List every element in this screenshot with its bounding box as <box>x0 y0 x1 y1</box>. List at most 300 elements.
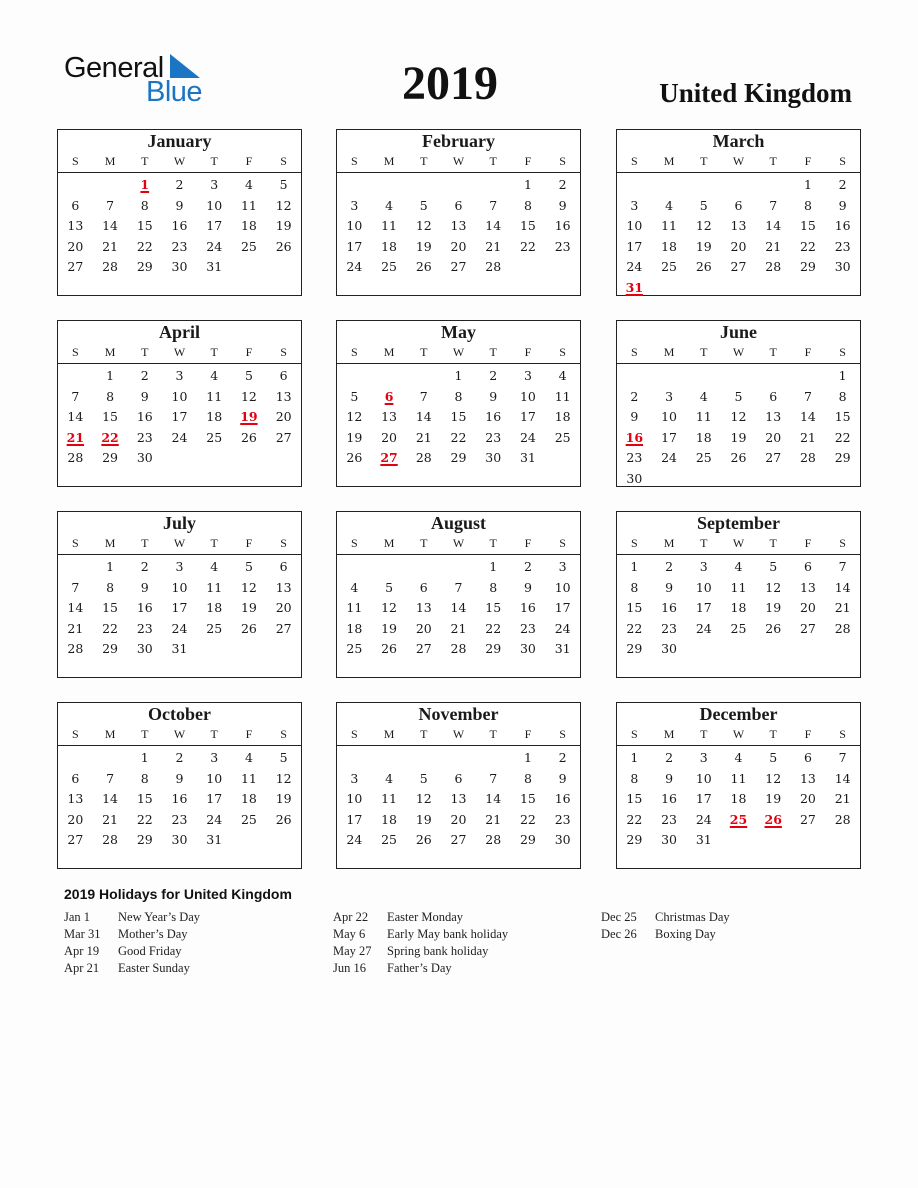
weekday-label: T <box>489 345 497 359</box>
weekday-label: W <box>173 154 186 168</box>
day-cell: 11 <box>346 600 363 616</box>
day-cell: 1 <box>106 559 115 574</box>
day-cell: 28 <box>102 259 119 275</box>
day-cell: 24 <box>626 259 643 275</box>
weekday-label: M <box>104 727 116 741</box>
day-grid <box>617 555 860 659</box>
day-cell: 4 <box>734 559 743 574</box>
weekday-header <box>617 533 860 555</box>
day-cell: 11 <box>206 579 223 595</box>
day-cell: 30 <box>485 450 502 466</box>
weekday-label: T <box>210 154 218 168</box>
day-cell: 9 <box>175 770 184 786</box>
day-cell: 14 <box>67 409 84 425</box>
weekday-label: T <box>420 536 428 550</box>
day-cell: 16 <box>136 409 153 425</box>
day-cell: 17 <box>206 791 223 807</box>
day-cell: 8 <box>630 770 639 786</box>
day-cell: 31 <box>206 832 223 848</box>
day-cell: 25 <box>695 450 712 466</box>
weekday-label: S <box>72 727 79 741</box>
day-cell: 9 <box>140 388 149 404</box>
day-cell: 18 <box>240 218 257 234</box>
day-cell: 5 <box>419 770 428 786</box>
day-cell: 2 <box>665 750 674 765</box>
holiday-date: May 6 <box>333 927 366 941</box>
weekday-label: S <box>351 536 358 550</box>
day-cell: 16 <box>171 791 188 807</box>
day-cell: 20 <box>275 600 292 616</box>
day-cell: 22 <box>485 620 502 636</box>
month-title: March <box>712 131 765 151</box>
day-cell: 16 <box>554 218 571 234</box>
day-cell: 19 <box>765 791 782 807</box>
day-cell: 30 <box>136 641 153 657</box>
day-cell: 5 <box>769 750 778 765</box>
day-cell: 27 <box>730 259 747 275</box>
empty-cell <box>441 556 476 577</box>
day-grid <box>337 746 580 850</box>
day-cell: 15 <box>136 791 153 807</box>
month-title: April <box>158 322 200 342</box>
holiday-date: Jun 16 <box>333 961 366 975</box>
day-cell: 21 <box>415 429 432 445</box>
weekday-header <box>617 342 860 364</box>
weekday-label: F <box>804 727 812 741</box>
day-cell: 4 <box>350 579 359 595</box>
day-cell: 3 <box>175 559 184 574</box>
weekday-label: F <box>804 154 812 168</box>
day-cell: 26 <box>415 832 432 848</box>
day-cell: 11 <box>661 218 678 234</box>
day-cell: 10 <box>519 388 536 404</box>
day-cell: 21 <box>834 791 851 807</box>
weekday-label: S <box>559 536 566 550</box>
day-cell: 9 <box>558 197 567 213</box>
day-cell: 4 <box>699 388 708 404</box>
weekday-label: M <box>104 345 116 359</box>
weekday-label: T <box>141 536 149 550</box>
day-cell: 20 <box>381 429 398 445</box>
weekday-label: F <box>245 345 253 359</box>
day-cell: 17 <box>626 238 643 254</box>
day-cell: 6 <box>419 579 428 595</box>
day-cell: 2 <box>140 368 149 383</box>
empty-cell <box>58 365 93 386</box>
day-cell: 5 <box>244 368 253 383</box>
day-cell: 21 <box>485 811 502 827</box>
day-cell: 26 <box>695 259 712 275</box>
day-cell: 11 <box>240 197 257 213</box>
day-cell: 4 <box>244 750 253 765</box>
empty-cell <box>93 747 128 768</box>
holiday-item <box>333 943 508 960</box>
day-cell: 2 <box>665 559 674 574</box>
day-cell: 15 <box>102 600 119 616</box>
day-cell: 3 <box>699 750 708 765</box>
weekday-label: F <box>245 154 253 168</box>
day-cell: 4 <box>244 177 253 192</box>
day-cell: 11 <box>730 579 747 595</box>
day-cell: 6 <box>734 197 743 213</box>
day-cell: 20 <box>450 811 467 827</box>
empty-cell <box>686 174 721 195</box>
day-cell: 1 <box>630 750 639 765</box>
day-cell: 11 <box>206 388 223 404</box>
empty-cell <box>441 174 476 195</box>
day-cell: 18 <box>661 238 678 254</box>
holiday-name: Father’s Day <box>387 961 452 975</box>
day-cell: 25 <box>346 641 363 657</box>
day-cell: 29 <box>834 450 851 466</box>
day-cell: 29 <box>626 641 643 657</box>
day-cell: 24 <box>206 811 223 827</box>
day-cell: 15 <box>519 218 536 234</box>
weekday-header <box>617 151 860 173</box>
month-february <box>336 129 581 296</box>
day-cell: 24 <box>695 620 712 636</box>
day-cell: 27 <box>415 641 432 657</box>
day-cell: 2 <box>838 177 847 192</box>
day-cell: 27 <box>450 832 467 848</box>
weekday-label: T <box>769 727 777 741</box>
day-cell: 24 <box>519 429 536 445</box>
day-cell: 23 <box>136 429 153 445</box>
day-cell: 4 <box>734 750 743 765</box>
holiday-item <box>64 926 200 943</box>
day-cell: 22 <box>834 429 851 445</box>
day-cell: 14 <box>67 600 84 616</box>
day-cell: 13 <box>275 579 292 595</box>
month-title: May <box>441 322 476 342</box>
weekday-label: S <box>280 154 287 168</box>
day-cell: 12 <box>765 770 782 786</box>
day-grid <box>617 364 860 489</box>
weekday-label: S <box>280 727 287 741</box>
weekday-label: T <box>489 154 497 168</box>
day-cell: 2 <box>489 368 498 383</box>
holiday-name: Easter Monday <box>387 910 464 924</box>
day-cell: 2 <box>140 559 149 574</box>
day-cell: 13 <box>450 218 467 234</box>
day-cell: 29 <box>799 259 816 275</box>
day-cell: 9 <box>665 579 674 595</box>
month-title: November <box>418 704 499 724</box>
day-cell: 3 <box>210 750 219 765</box>
day-cell: 28 <box>765 259 782 275</box>
day-cell: 29 <box>102 450 119 466</box>
day-cell: 8 <box>106 388 115 404</box>
day-cell: 28 <box>834 620 851 636</box>
day-grid <box>337 555 580 659</box>
day-cell: 20 <box>275 409 292 425</box>
day-cell: 13 <box>765 409 782 425</box>
weekday-label: W <box>173 727 186 741</box>
day-cell: 4 <box>665 197 674 213</box>
day-cell: 21 <box>834 600 851 616</box>
weekday-label: W <box>732 154 745 168</box>
weekday-label: T <box>700 727 708 741</box>
month-title: June <box>719 322 757 342</box>
day-cell: 24 <box>346 832 363 848</box>
day-cell: 11 <box>381 791 398 807</box>
day-cell: 22 <box>626 811 643 827</box>
day-cell: 16 <box>834 218 851 234</box>
weekday-label: F <box>245 536 253 550</box>
day-cell: 6 <box>454 770 463 786</box>
weekday-label: T <box>210 727 218 741</box>
weekday-label: T <box>141 727 149 741</box>
weekday-header <box>58 533 301 555</box>
day-cell: 4 <box>385 770 394 786</box>
month-november <box>336 702 581 869</box>
day-cell: 28 <box>485 832 502 848</box>
day-cell: 18 <box>695 429 712 445</box>
day-cell: 10 <box>695 770 712 786</box>
holiday-name: Easter Sunday <box>118 961 190 975</box>
day-cell: 13 <box>450 791 467 807</box>
weekday-label: T <box>769 536 777 550</box>
holiday-date: May 27 <box>333 944 372 958</box>
day-cell: 10 <box>206 770 223 786</box>
weekday-label: M <box>383 727 395 741</box>
day-cell: 6 <box>279 559 288 574</box>
weekday-header <box>337 151 580 173</box>
month-title: October <box>148 704 211 724</box>
day-cell: 8 <box>106 579 115 595</box>
day-cell: 11 <box>695 409 712 425</box>
day-cell: 3 <box>630 197 639 213</box>
day-cell: 7 <box>419 388 428 404</box>
weekday-label: S <box>839 727 846 741</box>
day-cell: 17 <box>695 600 712 616</box>
day-cell: 19 <box>730 429 747 445</box>
day-cell: 10 <box>171 579 188 595</box>
day-cell: 6 <box>71 197 80 213</box>
day-cell: 8 <box>838 388 847 404</box>
day-cell: 4 <box>210 559 219 574</box>
day-cell: 21 <box>450 620 467 636</box>
holiday-date: Dec 26 <box>601 927 637 941</box>
day-cell: 13 <box>381 409 398 425</box>
day-cell: 2 <box>523 559 532 574</box>
day-cell: 23 <box>626 450 643 466</box>
month-title: February <box>422 131 495 151</box>
day-cell: 18 <box>346 620 363 636</box>
day-grid <box>58 555 301 659</box>
day-cell: 13 <box>730 218 747 234</box>
day-cell: 26 <box>275 811 292 827</box>
weekday-label: T <box>489 536 497 550</box>
weekday-header <box>617 724 860 746</box>
weekday-label: T <box>210 345 218 359</box>
day-cell: 26 <box>415 259 432 275</box>
holidays-title: 2019 Holidays for United Kingdom <box>64 886 292 902</box>
day-cell: 29 <box>450 450 467 466</box>
day-cell: 12 <box>275 770 292 786</box>
month-july <box>57 511 302 678</box>
day-cell: 16 <box>136 600 153 616</box>
weekday-label: T <box>700 154 708 168</box>
day-cell: 9 <box>630 409 639 425</box>
day-cell: 8 <box>523 197 532 213</box>
day-cell: 7 <box>71 388 80 404</box>
day-cell: 14 <box>765 218 782 234</box>
weekday-label: T <box>769 345 777 359</box>
weekday-label: S <box>351 727 358 741</box>
weekday-label: F <box>524 154 532 168</box>
holiday-item <box>64 943 200 960</box>
day-cell: 7 <box>71 579 80 595</box>
day-cell: 19 <box>695 238 712 254</box>
empty-cell <box>652 365 687 386</box>
day-cell: 12 <box>765 579 782 595</box>
day-cell: 18 <box>730 791 747 807</box>
day-cell: 20 <box>415 620 432 636</box>
day-cell: 15 <box>834 409 851 425</box>
month-april <box>57 320 302 487</box>
weekday-label: M <box>383 154 395 168</box>
weekday-header <box>337 724 580 746</box>
day-cell: 13 <box>415 600 432 616</box>
day-grid <box>617 746 860 850</box>
day-cell: 1 <box>803 177 812 192</box>
holiday-day: 16 <box>625 429 644 445</box>
day-cell: 11 <box>554 388 571 404</box>
day-cell: 30 <box>554 832 571 848</box>
month-september <box>616 511 861 678</box>
weekday-header <box>337 533 580 555</box>
day-cell: 5 <box>769 559 778 574</box>
weekday-label: S <box>559 727 566 741</box>
day-cell: 1 <box>838 368 847 383</box>
holiday-day: 21 <box>66 429 85 445</box>
day-grid <box>58 173 301 277</box>
day-cell: 23 <box>485 429 502 445</box>
day-cell: 14 <box>102 218 119 234</box>
day-cell: 3 <box>523 368 532 383</box>
weekday-label: W <box>732 536 745 550</box>
day-cell: 10 <box>695 579 712 595</box>
weekday-label: T <box>420 345 428 359</box>
day-cell: 1 <box>140 750 149 765</box>
weekday-label: S <box>839 345 846 359</box>
day-cell: 9 <box>523 579 532 595</box>
day-cell: 2 <box>630 388 639 404</box>
holidays-column <box>64 909 200 977</box>
holiday-date: Mar 31 <box>64 927 101 941</box>
day-cell: 15 <box>626 600 643 616</box>
weekday-label: W <box>452 345 465 359</box>
day-cell: 17 <box>554 600 571 616</box>
day-cell: 18 <box>554 409 571 425</box>
day-cell: 20 <box>67 238 84 254</box>
day-cell: 1 <box>523 177 532 192</box>
day-cell: 21 <box>799 429 816 445</box>
day-cell: 30 <box>661 832 678 848</box>
day-cell: 5 <box>279 177 288 192</box>
month-may <box>336 320 581 487</box>
empty-cell <box>337 174 372 195</box>
day-cell: 25 <box>240 811 257 827</box>
holiday-date: Jan 1 <box>64 910 91 924</box>
day-cell: 9 <box>489 388 498 404</box>
day-cell: 26 <box>275 238 292 254</box>
day-cell: 15 <box>450 409 467 425</box>
day-cell: 8 <box>140 770 149 786</box>
day-cell: 5 <box>244 559 253 574</box>
weekday-label: S <box>839 154 846 168</box>
day-cell: 18 <box>381 811 398 827</box>
day-cell: 25 <box>206 429 223 445</box>
day-cell: 7 <box>838 750 847 765</box>
day-cell: 17 <box>346 238 363 254</box>
day-cell: 17 <box>695 791 712 807</box>
day-cell: 30 <box>834 259 851 275</box>
day-cell: 16 <box>554 791 571 807</box>
day-cell: 3 <box>350 197 359 213</box>
day-cell: 21 <box>765 238 782 254</box>
weekday-label: T <box>700 345 708 359</box>
day-cell: 21 <box>102 811 119 827</box>
day-cell: 25 <box>730 620 747 636</box>
weekday-label: S <box>72 154 79 168</box>
month-june <box>616 320 861 487</box>
day-cell: 14 <box>485 791 502 807</box>
day-cell: 15 <box>102 409 119 425</box>
empty-cell <box>372 365 407 386</box>
day-cell: 22 <box>799 238 816 254</box>
day-cell: 1 <box>489 559 498 574</box>
day-cell: 31 <box>519 450 536 466</box>
holiday-date: Apr 22 <box>333 910 369 924</box>
day-cell: 28 <box>799 450 816 466</box>
day-cell: 8 <box>489 579 498 595</box>
holiday-item <box>601 926 730 943</box>
day-grid <box>337 173 580 277</box>
empty-cell <box>406 365 441 386</box>
day-grid <box>58 364 301 468</box>
holiday-day: 25 <box>729 811 748 827</box>
month-october <box>57 702 302 869</box>
day-cell: 18 <box>381 238 398 254</box>
day-cell: 25 <box>381 832 398 848</box>
day-cell: 15 <box>519 791 536 807</box>
day-cell: 10 <box>346 791 363 807</box>
day-cell: 31 <box>171 641 188 657</box>
day-cell: 16 <box>661 600 678 616</box>
empty-cell <box>372 556 407 577</box>
holiday-day: 31 <box>625 279 644 295</box>
holiday-day: 1 <box>140 177 150 192</box>
day-cell: 16 <box>485 409 502 425</box>
day-grid <box>58 746 301 850</box>
day-cell: 26 <box>730 450 747 466</box>
day-cell: 17 <box>206 218 223 234</box>
day-cell: 31 <box>206 259 223 275</box>
weekday-label: S <box>72 536 79 550</box>
day-cell: 24 <box>695 811 712 827</box>
weekday-label: W <box>452 154 465 168</box>
day-cell: 10 <box>346 218 363 234</box>
day-cell: 27 <box>275 620 292 636</box>
day-cell: 14 <box>102 791 119 807</box>
empty-cell <box>58 747 93 768</box>
day-cell: 17 <box>346 811 363 827</box>
day-cell: 5 <box>385 579 394 595</box>
day-cell: 7 <box>106 770 115 786</box>
weekday-header <box>58 151 301 173</box>
